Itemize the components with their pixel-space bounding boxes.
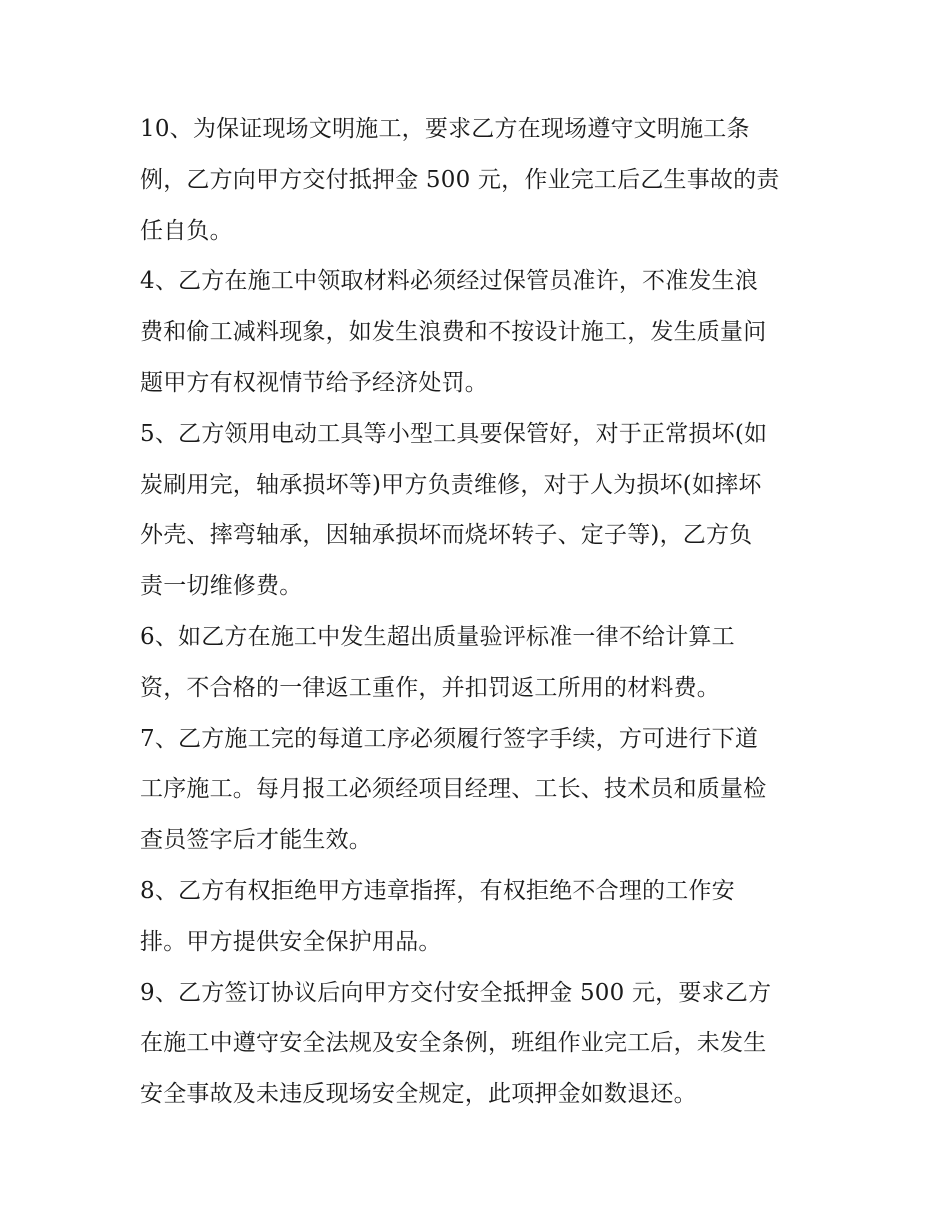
clause-line: 炭刷用完，轴承损坏等)甲方负责维修，对于人为损坏(如摔坏 <box>140 471 762 498</box>
clause-line: 例，乙方向甲方交付抵押金 500 元，作业完工后乙生事故的责 <box>140 166 780 193</box>
clause-line: 7、乙方施工完的每道工序必须履行签字手续，方可进行下道 <box>140 725 759 752</box>
clause-10 <box>140 104 815 256</box>
clause-8 <box>140 866 815 968</box>
clause-line: 8、乙方有权拒绝甲方违章指挥，有权拒绝不合理的工作安 <box>140 877 735 904</box>
clause-4 <box>140 256 815 408</box>
clause-line: 工序施工。每月报工必须经项目经理、工长、技术员和质量检 <box>140 776 767 803</box>
clause-line: 费和偷工减料现象，如发生浪费和不按设计施工，发生质量问 <box>140 319 767 346</box>
clause-line: 任自负。 <box>140 217 233 244</box>
clause-line: 题甲方有权视情节给予经济处罚。 <box>140 369 488 396</box>
clause-line: 外壳、摔弯轴承，因轴承损坏而烧坏转子、定子等)，乙方负 <box>140 522 753 549</box>
clause-line: 在施工中遵守安全法规及安全条例，班组作业完工后，未发生 <box>140 1030 767 1057</box>
clause-7 <box>140 714 815 866</box>
clause-line: 排。甲方提供安全保护用品。 <box>140 928 442 955</box>
clause-6 <box>140 612 815 714</box>
clause-line: 10、为保证现场文明施工，要求乙方在现场遵守文明施工条 <box>140 116 750 142</box>
clause-line: 责一切维修费。 <box>140 573 303 600</box>
clause-line: 资，不合格的一律返工重作，并扣罚返工所用的材料费。 <box>140 674 720 701</box>
clause-line: 9、乙方签订协议后向甲方交付安全抵押金 500 元，要求乙方 <box>140 979 772 1006</box>
clause-line: 查员签字后才能生效。 <box>140 827 372 854</box>
clause-line: 5、乙方领用电动工具等小型工具要保管好，对于正常损坏(如 <box>140 420 768 447</box>
clause-5 <box>140 409 815 612</box>
document-body <box>140 104 815 1120</box>
clause-9 <box>140 968 815 1120</box>
clause-line: 4、乙方在施工中领取材料必须经过保管员准许，不准发生浪 <box>140 268 759 295</box>
clause-line: 安全事故及未违反现场安全规定，此项押金如数退还。 <box>140 1081 697 1108</box>
clause-line: 6、如乙方在施工中发生超出质量验评标准一律不给计算工 <box>140 623 735 650</box>
